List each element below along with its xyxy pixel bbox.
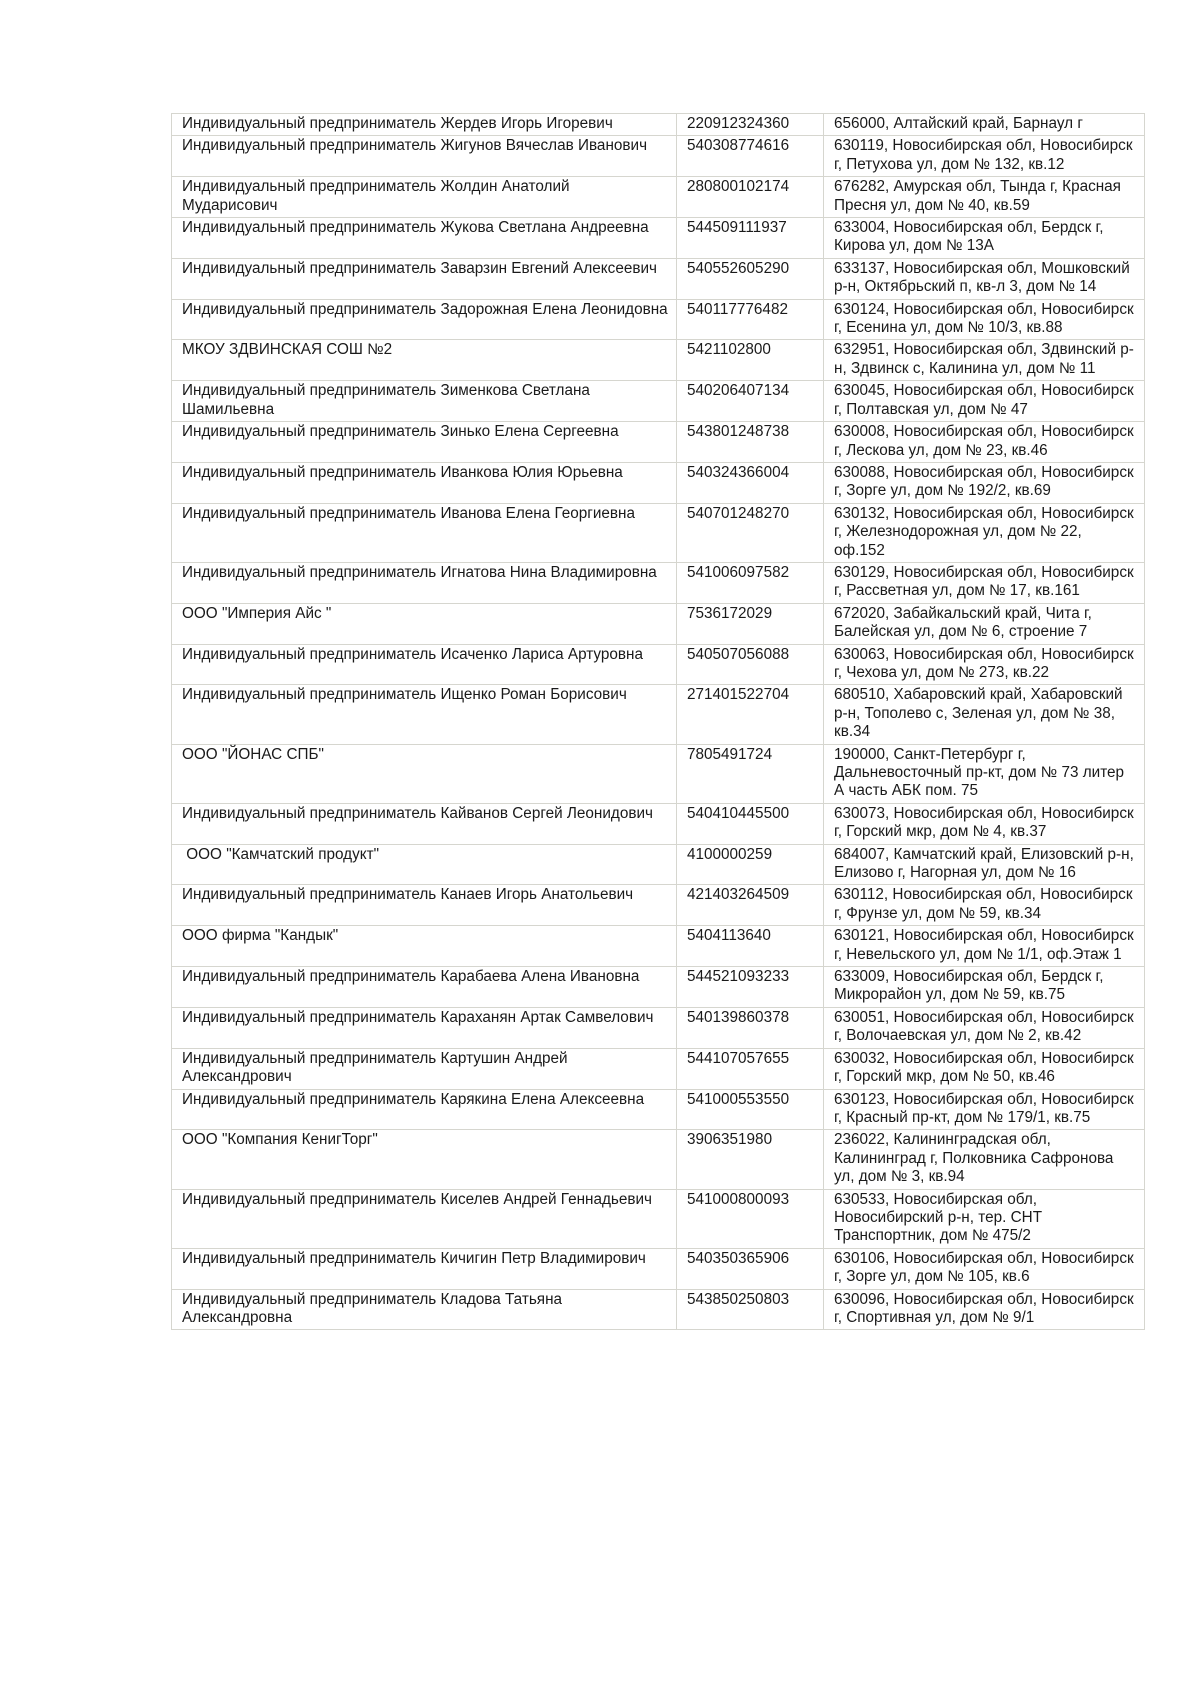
cell-address: 684007, Камчатский край, Елизовский р-н, Елизово г, Нагорная ул, дом № 16 bbox=[824, 844, 1145, 885]
cell-inn: 544509111937 bbox=[677, 218, 824, 259]
cell-name: Индивидуальный предприниматель Игнатова Нина Владимировна bbox=[172, 562, 677, 603]
cell-inn: 540324366004 bbox=[677, 462, 824, 503]
cell-address: 630063, Новосибирская обл, Новосибирск г, Чехова ул, дом № 273, кв.22 bbox=[824, 644, 1145, 685]
table-row bbox=[172, 462, 1145, 503]
table-row bbox=[172, 885, 1145, 926]
cell-name: Индивидуальный предприниматель Канаев Игорь Анатольевич bbox=[172, 885, 677, 926]
cell-inn: 540139860378 bbox=[677, 1007, 824, 1048]
cell-name: Индивидуальный предприниматель Кайванов Сергей Леонидович bbox=[172, 803, 677, 844]
cell-name: Индивидуальный предприниматель Иванкова Юлия Юрьевна bbox=[172, 462, 677, 503]
cell-address: 630121, Новосибирская обл, Новосибирск г, Невельского ул, дом № 1/1, оф.Этаж 1 bbox=[824, 926, 1145, 967]
cell-name: Индивидуальный предприниматель Жукова Светлана Андреевна bbox=[172, 218, 677, 259]
table-row bbox=[172, 218, 1145, 259]
table-row bbox=[172, 1130, 1145, 1189]
cell-inn: 540701248270 bbox=[677, 503, 824, 562]
cell-inn: 540308774616 bbox=[677, 136, 824, 177]
table-row bbox=[172, 1289, 1145, 1330]
table-row bbox=[172, 177, 1145, 218]
cell-name: ООО "Империя Айс " bbox=[172, 603, 677, 644]
cell-inn: 540350365906 bbox=[677, 1248, 824, 1289]
table-row bbox=[172, 603, 1145, 644]
cell-inn: 541006097582 bbox=[677, 562, 824, 603]
cell-address: 630073, Новосибирская обл, Новосибирск г, Горский мкр, дом № 4, кв.37 bbox=[824, 803, 1145, 844]
cell-name: Индивидуальный предприниматель Исаченко Лариса Артуровна bbox=[172, 644, 677, 685]
cell-name: Индивидуальный предприниматель Ищенко Роман Борисович bbox=[172, 685, 677, 744]
cell-name: Индивидуальный предприниматель Зименкова Светлана Шамильевна bbox=[172, 381, 677, 422]
cell-name: Индивидуальный предприниматель Заварзин Евгений Алексеевич bbox=[172, 258, 677, 299]
registry-table-body bbox=[172, 114, 1145, 1330]
cell-inn: 7805491724 bbox=[677, 744, 824, 803]
cell-inn: 541000553550 bbox=[677, 1089, 824, 1130]
cell-address: 630119, Новосибирская обл, Новосибирск г, Петухова ул, дом № 132, кв.12 bbox=[824, 136, 1145, 177]
cell-name: Индивидуальный предприниматель Карабаева Алена Ивановна bbox=[172, 967, 677, 1008]
cell-address: 630124, Новосибирская обл, Новосибирск г, Есенина ул, дом № 10/3, кв.88 bbox=[824, 299, 1145, 340]
table-row bbox=[172, 258, 1145, 299]
table-row bbox=[172, 503, 1145, 562]
table-row bbox=[172, 1089, 1145, 1130]
cell-name: Индивидуальный предприниматель Кладова Татьяна Александровна bbox=[172, 1289, 677, 1330]
registry-table bbox=[171, 113, 1145, 1330]
cell-inn: 540507056088 bbox=[677, 644, 824, 685]
cell-name: Индивидуальный предприниматель Киселев Андрей Геннадьевич bbox=[172, 1189, 677, 1248]
cell-name: ООО фирма "Кандык" bbox=[172, 926, 677, 967]
cell-name: Индивидуальный предприниматель Жердев Игорь Игоревич bbox=[172, 114, 677, 136]
cell-inn: 544107057655 bbox=[677, 1048, 824, 1089]
cell-inn: 220912324360 bbox=[677, 114, 824, 136]
table-row bbox=[172, 381, 1145, 422]
cell-address: 630533, Новосибирская обл, Новосибирский р-н, тер. СНТ Транспортник, дом № 475/2 bbox=[824, 1189, 1145, 1248]
cell-inn: 540410445500 bbox=[677, 803, 824, 844]
cell-address: 633137, Новосибирская обл, Мошковский р-н, Октябрьский п, кв-л 3, дом № 14 bbox=[824, 258, 1145, 299]
table-row bbox=[172, 1007, 1145, 1048]
table-row bbox=[172, 844, 1145, 885]
cell-address: 632951, Новосибирская обл, Здвинский р-н, Здвинск с, Калинина ул, дом № 11 bbox=[824, 340, 1145, 381]
cell-address: 633009, Новосибирская обл, Бердск г, Микрорайон ул, дом № 59, кв.75 bbox=[824, 967, 1145, 1008]
cell-name: Индивидуальный предприниматель Зинько Елена Сергеевна bbox=[172, 422, 677, 463]
table-row bbox=[172, 114, 1145, 136]
cell-name: ООО "Компания КенигТорг" bbox=[172, 1130, 677, 1189]
cell-address: 630045, Новосибирская обл, Новосибирск г, Полтавская ул, дом № 47 bbox=[824, 381, 1145, 422]
table-row bbox=[172, 926, 1145, 967]
table-row bbox=[172, 744, 1145, 803]
table-row bbox=[172, 299, 1145, 340]
cell-inn: 280800102174 bbox=[677, 177, 824, 218]
table-row bbox=[172, 562, 1145, 603]
cell-address: 680510, Хабаровский край, Хабаровский р-н, Тополево с, Зеленая ул, дом № 38, кв.34 bbox=[824, 685, 1145, 744]
table-row bbox=[172, 685, 1145, 744]
cell-address: 630088, Новосибирская обл, Новосибирск г, Зорге ул, дом № 192/2, кв.69 bbox=[824, 462, 1145, 503]
table-row bbox=[172, 340, 1145, 381]
cell-address: 656000, Алтайский край, Барнаул г bbox=[824, 114, 1145, 136]
cell-inn: 3906351980 bbox=[677, 1130, 824, 1189]
table-row bbox=[172, 967, 1145, 1008]
cell-address: 630106, Новосибирская обл, Новосибирск г, Зорге ул, дом № 105, кв.6 bbox=[824, 1248, 1145, 1289]
cell-name: Индивидуальный предприниматель Иванова Елена Георгиевна bbox=[172, 503, 677, 562]
cell-address: 676282, Амурская обл, Тында г, Красная Пресня ул, дом № 40, кв.59 bbox=[824, 177, 1145, 218]
cell-inn: 540206407134 bbox=[677, 381, 824, 422]
cell-address: 630096, Новосибирская обл, Новосибирск г, Спортивная ул, дом № 9/1 bbox=[824, 1289, 1145, 1330]
cell-name: Индивидуальный предприниматель Кичигин Петр Владимирович bbox=[172, 1248, 677, 1289]
cell-inn: 541000800093 bbox=[677, 1189, 824, 1248]
cell-inn: 540552605290 bbox=[677, 258, 824, 299]
cell-inn: 271401522704 bbox=[677, 685, 824, 744]
table-row bbox=[172, 803, 1145, 844]
cell-name: МКОУ ЗДВИНСКАЯ СОШ №2 bbox=[172, 340, 677, 381]
table-row bbox=[172, 136, 1145, 177]
cell-name: Индивидуальный предприниматель Жолдин Анатолий Мударисович bbox=[172, 177, 677, 218]
cell-inn: 7536172029 bbox=[677, 603, 824, 644]
cell-inn: 543850250803 bbox=[677, 1289, 824, 1330]
cell-address: 630008, Новосибирская обл, Новосибирск г, Лескова ул, дом № 23, кв.46 bbox=[824, 422, 1145, 463]
cell-name: Индивидуальный предприниматель Задорожная Елена Леонидовна bbox=[172, 299, 677, 340]
cell-name: Индивидуальный предприниматель Жигунов Вячеслав Иванович bbox=[172, 136, 677, 177]
cell-address: 630112, Новосибирская обл, Новосибирск г, Фрунзе ул, дом № 59, кв.34 bbox=[824, 885, 1145, 926]
cell-address: 630132, Новосибирская обл, Новосибирск г, Железнодорожная ул, дом № 22, оф.152 bbox=[824, 503, 1145, 562]
cell-inn: 540117776482 bbox=[677, 299, 824, 340]
cell-name: ООО "Камчатский продукт" bbox=[172, 844, 677, 885]
cell-inn: 421403264509 bbox=[677, 885, 824, 926]
cell-address: 630032, Новосибирская обл, Новосибирск г, Горский мкр, дом № 50, кв.46 bbox=[824, 1048, 1145, 1089]
table-row bbox=[172, 1048, 1145, 1089]
cell-address: 633004, Новосибирская обл, Бердск г, Кирова ул, дом № 13А bbox=[824, 218, 1145, 259]
cell-address: 672020, Забайкальский край, Чита г, Балейская ул, дом № 6, строение 7 bbox=[824, 603, 1145, 644]
table-row bbox=[172, 1248, 1145, 1289]
cell-name: Индивидуальный предприниматель Картушин Андрей Александрович bbox=[172, 1048, 677, 1089]
cell-inn: 543801248738 bbox=[677, 422, 824, 463]
cell-address: 236022, Калининградская обл, Калининград г, Полковника Сафронова ул, дом № 3, кв.94 bbox=[824, 1130, 1145, 1189]
table-row bbox=[172, 1189, 1145, 1248]
cell-name: Индивидуальный предприниматель Караханян Артак Самвелович bbox=[172, 1007, 677, 1048]
cell-name: ООО "ЙОНАС СПБ" bbox=[172, 744, 677, 803]
cell-address: 630051, Новосибирская обл, Новосибирск г, Волочаевская ул, дом № 2, кв.42 bbox=[824, 1007, 1145, 1048]
cell-inn: 5404113640 bbox=[677, 926, 824, 967]
cell-inn: 4100000259 bbox=[677, 844, 824, 885]
cell-name: Индивидуальный предприниматель Карякина Елена Алексеевна bbox=[172, 1089, 677, 1130]
cell-address: 190000, Санкт-Петербург г, Дальневосточный пр-кт, дом № 73 литер А часть АБК пом. 75 bbox=[824, 744, 1145, 803]
cell-inn: 544521093233 bbox=[677, 967, 824, 1008]
cell-address: 630123, Новосибирская обл, Новосибирск г, Красный пр-кт, дом № 179/1, кв.75 bbox=[824, 1089, 1145, 1130]
table-row bbox=[172, 644, 1145, 685]
table-row bbox=[172, 422, 1145, 463]
cell-inn: 5421102800 bbox=[677, 340, 824, 381]
cell-address: 630129, Новосибирская обл, Новосибирск г, Рассветная ул, дом № 17, кв.161 bbox=[824, 562, 1145, 603]
